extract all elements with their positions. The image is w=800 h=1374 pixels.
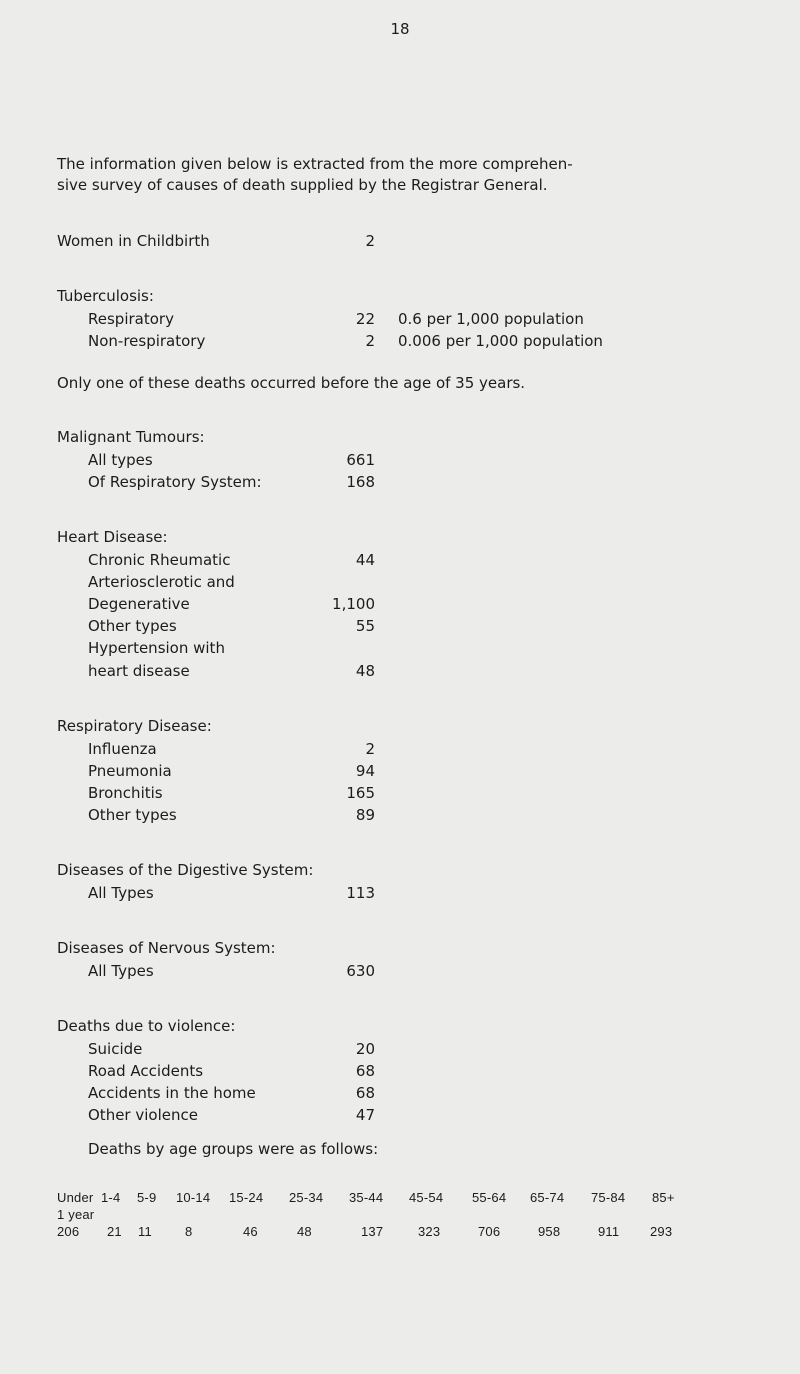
- age-label: 55-64: [472, 1190, 507, 1205]
- age-label: 10-14: [176, 1190, 211, 1205]
- resp-pneumonia-value: 94: [355, 762, 375, 780]
- resp-other-value: 89: [355, 806, 375, 824]
- malignant-heading: Malignant Tumours:: [57, 428, 205, 446]
- age-sublabel: 1 year: [57, 1207, 95, 1222]
- nervous-heading: Diseases of Nervous System:: [57, 939, 276, 957]
- heart-hypertension-label: Hypertension with: [88, 639, 225, 657]
- heart-hyperdisease-value: 48: [355, 662, 375, 680]
- age-label: 15-24: [229, 1190, 264, 1205]
- age-value: 8: [185, 1224, 193, 1239]
- violence-road-value: 68: [355, 1062, 375, 1080]
- digestive-all-label: All Types: [88, 884, 154, 902]
- age-value: 323: [418, 1224, 441, 1239]
- violence-home-value: 68: [355, 1084, 375, 1102]
- heart-rheumatic-value: 44: [355, 551, 375, 569]
- age-value: 48: [297, 1224, 312, 1239]
- violence-other-label: Other violence: [88, 1106, 198, 1124]
- resp-influenza-label: Influenza: [88, 740, 157, 758]
- tb-respiratory-label: Respiratory: [88, 310, 174, 328]
- age-value: 46: [243, 1224, 258, 1239]
- age-label: 65-74: [530, 1190, 565, 1205]
- violence-road-label: Road Accidents: [88, 1062, 204, 1080]
- digestive-heading: Diseases of the Digestive System:: [57, 861, 314, 879]
- tuberculosis-heading: Tuberculosis:: [57, 287, 154, 305]
- resp-bronchitis-label: Bronchitis: [88, 784, 163, 802]
- heart-degenerative-value: 1,100: [332, 595, 375, 613]
- age-label: 5-9: [137, 1190, 157, 1205]
- age-value: 137: [361, 1224, 384, 1239]
- age-value: 706: [478, 1224, 501, 1239]
- resp-other-label: Other types: [88, 806, 177, 824]
- tb-respiratory-rate: 0.6 per 1,000 population: [398, 310, 584, 328]
- respiratory-heading: Respiratory Disease:: [57, 717, 212, 735]
- tuberculosis-note: Only one of these deaths occurred before the age of 35 years.: [57, 374, 526, 392]
- age-value: 11: [138, 1224, 152, 1239]
- age-label: 75-84: [591, 1190, 626, 1205]
- age-label: 35-44: [349, 1190, 384, 1205]
- tb-nonrespiratory-label: Non-respiratory: [88, 332, 206, 350]
- malignant-all-label: All types: [88, 451, 153, 469]
- age-value: 21: [107, 1224, 122, 1239]
- heart-rheumatic-label: Chronic Rheumatic: [88, 551, 231, 569]
- age-value: 911: [598, 1224, 620, 1239]
- violence-suicide-label: Suicide: [88, 1040, 143, 1058]
- nervous-all-label: All Types: [88, 962, 154, 980]
- violence-home-label: Accidents in the home: [88, 1084, 256, 1102]
- age-value: 958: [538, 1224, 561, 1239]
- age-label: 45-54: [409, 1190, 444, 1205]
- childbirth-value: 2: [365, 232, 375, 250]
- digestive-all-value: 113: [346, 884, 375, 902]
- nervous-all-value: 630: [346, 962, 375, 980]
- tb-respiratory-value: 22: [355, 310, 375, 328]
- violence-heading: Deaths due to violence:: [57, 1017, 236, 1035]
- violence-suicide-value: 20: [355, 1040, 375, 1058]
- heart-degenerative-label: Degenerative: [88, 595, 190, 613]
- age-groups-heading: Deaths by age groups were as follows:: [88, 1140, 379, 1158]
- page-number: 18: [390, 20, 410, 38]
- age-label: 85+: [652, 1190, 675, 1205]
- malignant-resp-label: Of Respiratory System:: [88, 473, 262, 491]
- malignant-resp-value: 168: [346, 473, 375, 491]
- resp-pneumonia-label: Pneumonia: [88, 762, 172, 780]
- intro-line-2: sive survey of causes of death supplied by the Registrar General.: [57, 176, 548, 194]
- heart-hyperdisease-label: heart disease: [88, 662, 190, 680]
- age-label: Under: [57, 1190, 94, 1205]
- tb-nonrespiratory-value: 2: [365, 332, 375, 350]
- intro-line-1: The information given below is extracted from the more comprehen-: [57, 155, 573, 173]
- heart-other-label: Other types: [88, 617, 177, 635]
- age-value: 293: [650, 1224, 673, 1239]
- tb-nonrespiratory-rate: 0.006 per 1,000 population: [398, 332, 603, 350]
- resp-bronchitis-value: 165: [346, 784, 375, 802]
- heart-heading: Heart Disease:: [57, 528, 168, 546]
- age-label: 1-4: [101, 1190, 121, 1205]
- heart-other-value: 55: [355, 617, 375, 635]
- malignant-all-value: 661: [346, 451, 375, 469]
- childbirth-label: Women in Childbirth: [57, 232, 210, 250]
- age-value: 206: [57, 1224, 80, 1239]
- resp-influenza-value: 2: [365, 740, 375, 758]
- heart-arterio-label: Arteriosclerotic and: [88, 573, 235, 591]
- age-label: 25-34: [289, 1190, 324, 1205]
- violence-other-value: 47: [355, 1106, 375, 1124]
